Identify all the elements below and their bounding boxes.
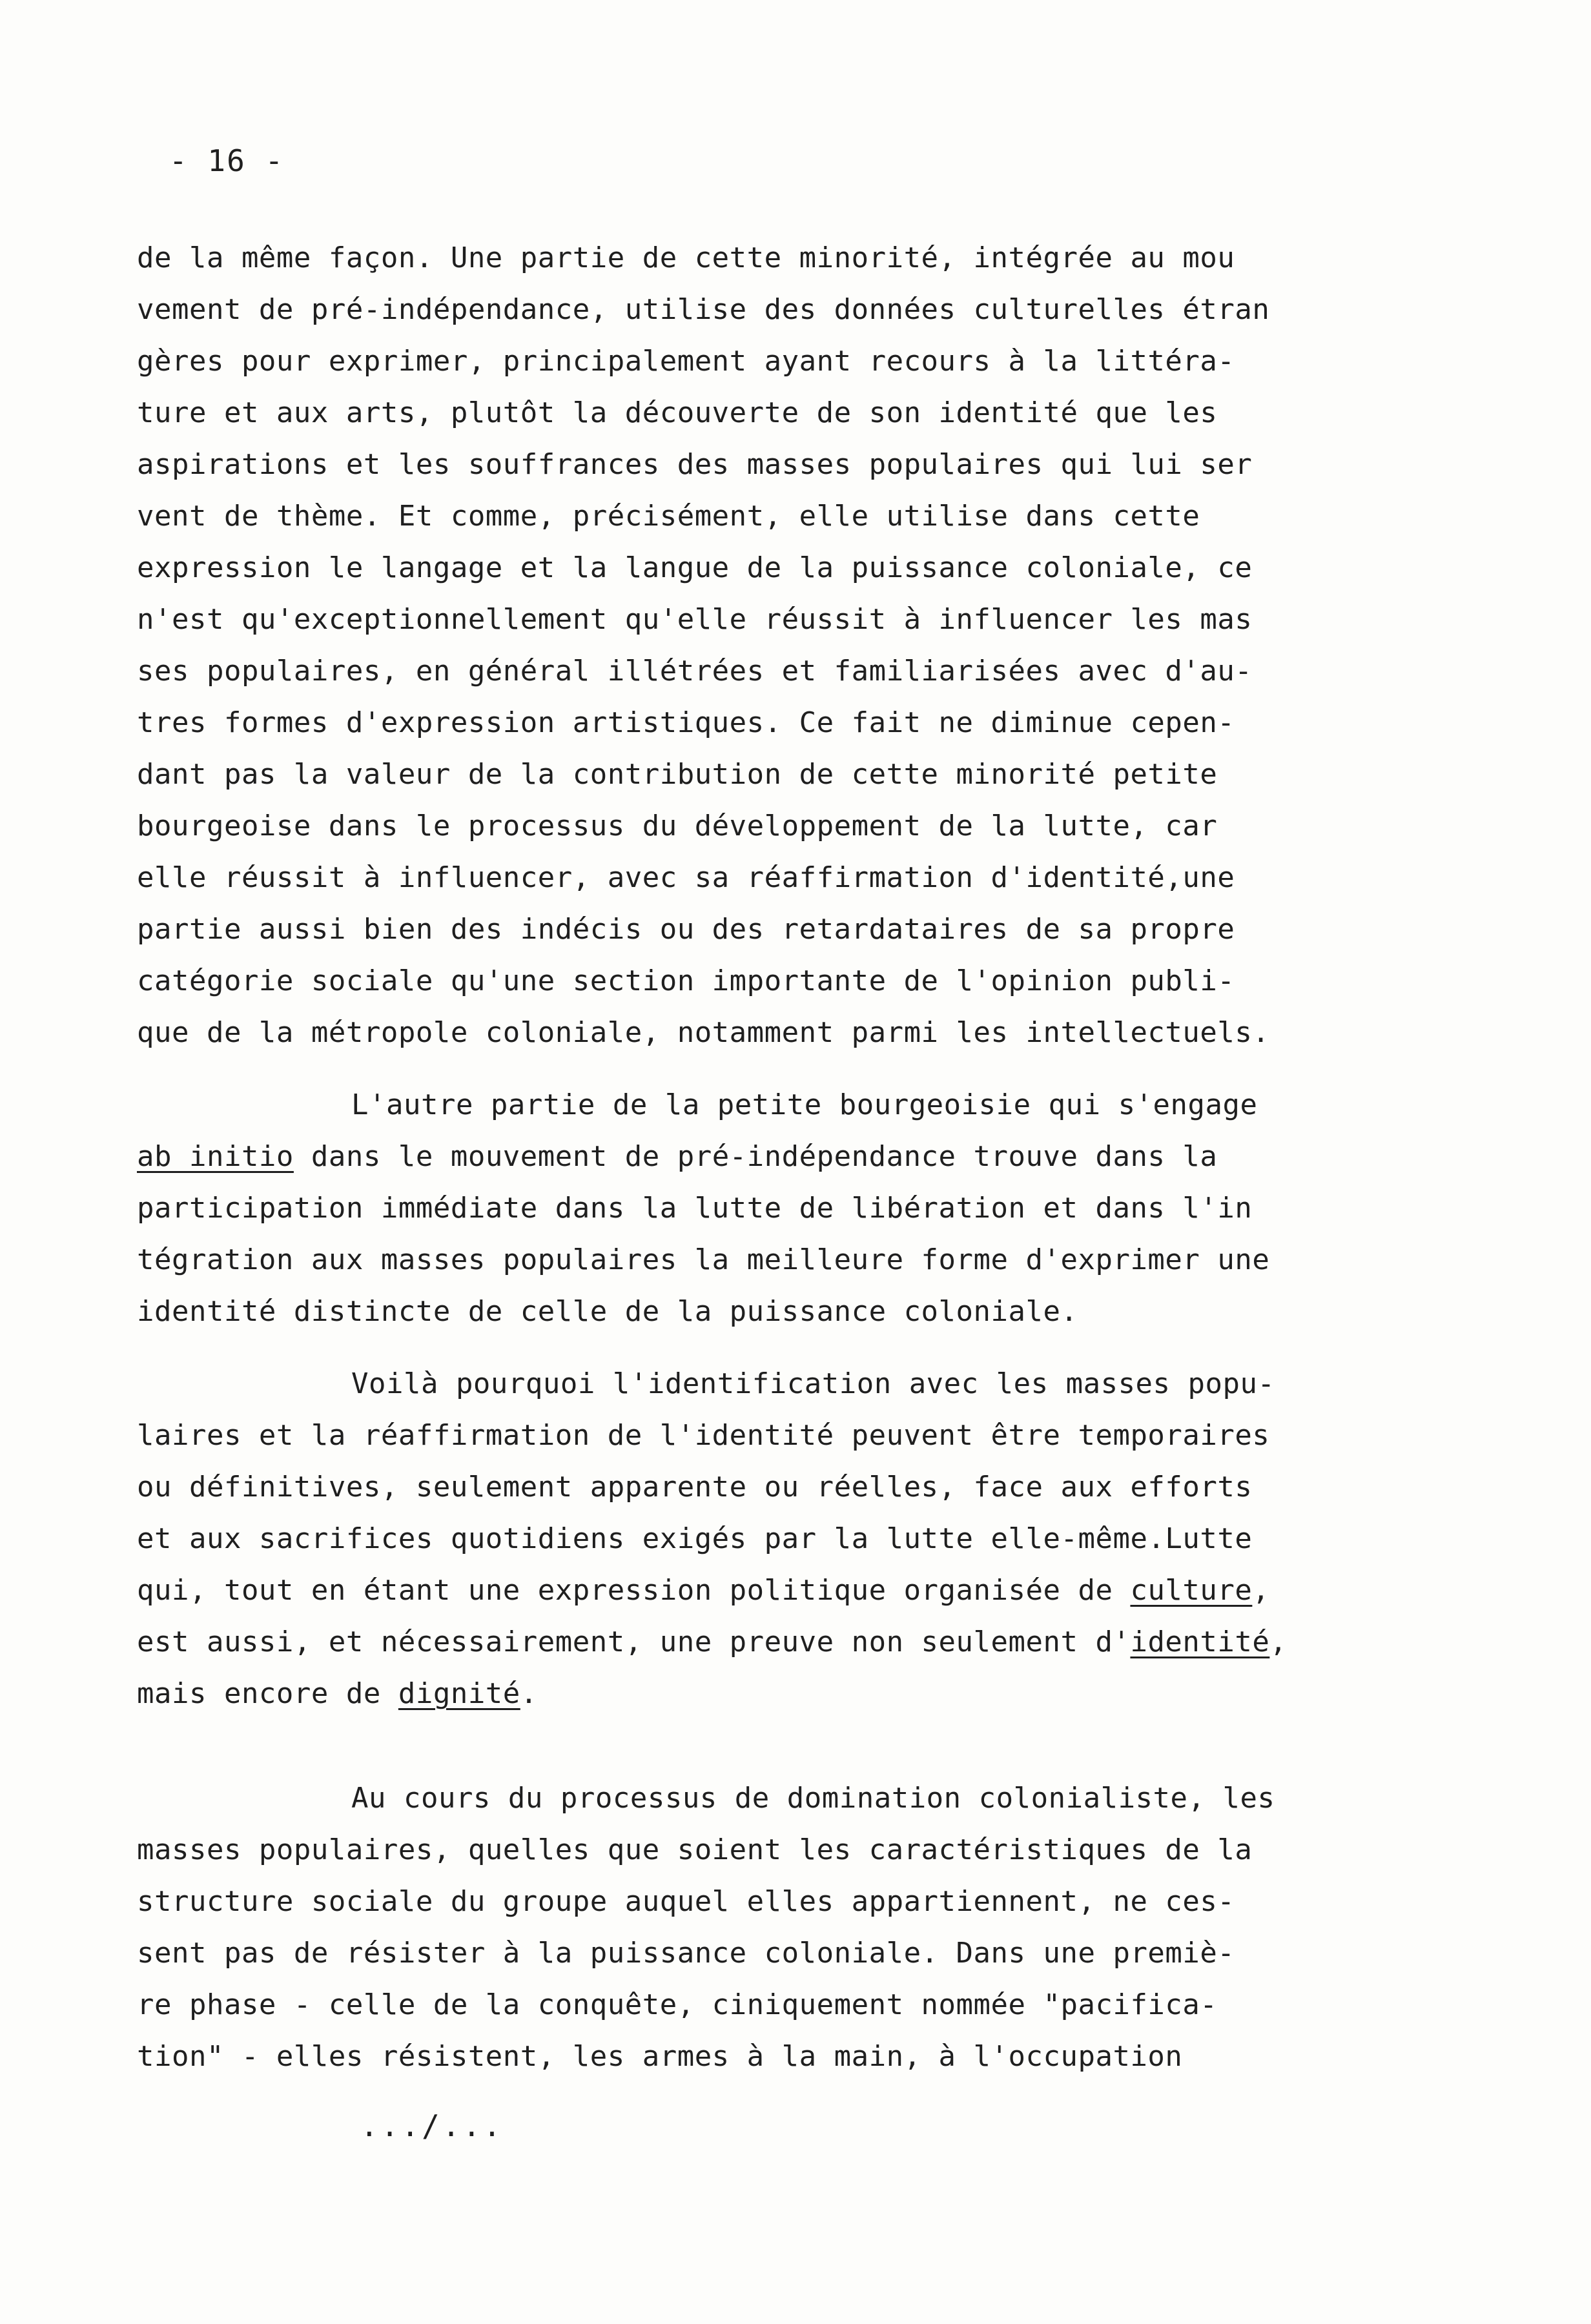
text-line <box>137 1007 1377 1059</box>
text-segment: bourgeoise dans le processus du développement de la lutte, car <box>137 810 1218 842</box>
text-segment: laires et la réaffirmation de l'identité peuvent être temporaires <box>137 1419 1270 1452</box>
text-segment: tion" - elles résistent, les armes à la main, à l'occupation <box>137 2040 1183 2073</box>
text-segment: masses populaires, quelles que soient les caractéristiques de la <box>137 1833 1253 1866</box>
text-segment: ses populaires, en général illétrées et familiarisées avec d'au- <box>137 655 1253 688</box>
text-line <box>137 1616 1377 1668</box>
text-line <box>137 1668 1377 1720</box>
text-line <box>137 1183 1377 1234</box>
text-segment: de la même façon. Une partie de cette minorité, intégrée au mou <box>137 241 1235 274</box>
underlined-text: identité <box>1130 1626 1270 1658</box>
text-line <box>137 852 1377 904</box>
text-segment: aspirations et les souffrances des masses populaires qui lui ser <box>137 448 1253 481</box>
text-segment: ture et aux arts, plutôt la découverte de son identité que les <box>137 396 1218 429</box>
text-segment: que de la métropole coloniale, notamment parmi les intellectuels. <box>137 1016 1270 1049</box>
text-segment: est aussi, et nécessairement, une preuve non seulement d' <box>137 1626 1131 1658</box>
text-segment: mais encore de <box>137 1677 398 1710</box>
text-line <box>137 284 1377 336</box>
text-line <box>137 1410 1377 1462</box>
text-line <box>137 646 1377 697</box>
text-segment: gères pour exprimer, principalement ayant recours à la littéra- <box>137 345 1235 378</box>
text-segment: expression le langage et la langue de la puissance coloniale, ce <box>137 551 1253 584</box>
text-segment: structure sociale du groupe auquel elles appartiennent, ne ces- <box>137 1885 1235 1918</box>
text-segment: tégration aux masses populaires la meilleure forme d'exprimer une <box>137 1243 1270 1276</box>
text-segment: dant pas la valeur de la contribution de cette minorité petite <box>137 758 1218 791</box>
text-line <box>137 594 1377 646</box>
text-segment: L'autre partie de la petite bourgeoisie qui s'engage <box>351 1088 1258 1121</box>
text-segment: vement de pré-indépendance, utilise des données culturelles étran <box>137 293 1270 326</box>
text-line <box>137 1234 1377 1286</box>
text-segment: partie aussi bien des indécis ou des retardataires de sa propre <box>137 913 1235 946</box>
text-line <box>137 1876 1377 1928</box>
text-line <box>137 1358 1377 1410</box>
text-line <box>137 1979 1377 2031</box>
text-line <box>137 1513 1377 1565</box>
text-segment: vent de thème. Et comme, précisément, elle utilise dans cette <box>137 500 1200 533</box>
text-line <box>137 1565 1377 1616</box>
text-segment: sent pas de résister à la puissance coloniale. Dans une premiè- <box>137 1937 1235 1970</box>
text-segment: Voilà pourquoi l'identification avec les masses popu- <box>351 1367 1275 1400</box>
text-line <box>137 1286 1377 1338</box>
text-segment: identité distincte de celle de la puissance coloniale. <box>137 1295 1078 1328</box>
text-line <box>137 2031 1377 2083</box>
text-line <box>137 1824 1377 1876</box>
text-line <box>137 387 1377 439</box>
text-line <box>137 491 1377 542</box>
continuation-mark: .../... <box>360 2108 504 2143</box>
text-segment: , <box>1252 1574 1270 1607</box>
text-line <box>137 542 1377 594</box>
text-segment: catégorie sociale qu'une section importante de l'opinion publi- <box>137 964 1235 997</box>
underlined-text: culture <box>1130 1574 1253 1607</box>
page-number: - 16 - <box>169 143 285 178</box>
text-line <box>137 697 1377 749</box>
text-segment: et aux sacrifices quotidiens exigés par la lutte elle-même.Lutte <box>137 1522 1253 1555</box>
text-segment: . <box>520 1677 538 1710</box>
text-segment: ou définitives, seulement apparente ou réelles, face aux efforts <box>137 1471 1253 1503</box>
text-line <box>137 955 1377 1007</box>
text-line <box>137 749 1377 800</box>
text-segment: qui, tout en étant une expression politique organisée de <box>137 1574 1131 1607</box>
underlined-text: ab initio <box>137 1140 294 1173</box>
paragraph-2 <box>137 1079 1377 1338</box>
text-segment: participation immédiate dans la lutte de libération et dans l'in <box>137 1192 1253 1225</box>
text-line <box>137 1079 1377 1131</box>
text-line <box>137 1928 1377 1979</box>
paragraph-3 <box>137 1358 1377 1720</box>
text-line <box>137 232 1377 284</box>
text-segment: Au cours du processus de domination colonialiste, les <box>351 1782 1275 1815</box>
text-line <box>137 439 1377 491</box>
text-segment: , <box>1269 1626 1288 1658</box>
text-segment: dans le mouvement de pré-indépendance trouve dans la <box>293 1140 1218 1173</box>
text-segment: n'est qu'exceptionnellement qu'elle réussit à influencer les mas <box>137 603 1253 636</box>
text-segment: elle réussit à influencer, avec sa réaffirmation d'identité,une <box>137 861 1235 894</box>
text-line <box>137 1131 1377 1183</box>
underlined-text: dignité <box>398 1677 520 1710</box>
paragraph-1 <box>137 232 1377 1059</box>
text-line <box>137 904 1377 955</box>
text-line <box>137 1773 1377 1824</box>
text-segment: tres formes d'expression artistiques. Ce fait ne diminue cepen- <box>137 706 1235 739</box>
text-line <box>137 800 1377 852</box>
paragraph-4 <box>137 1773 1377 2083</box>
text-segment: re phase - celle de la conquête, ciniquement nommée "pacifica- <box>137 1988 1218 2021</box>
text-line <box>137 336 1377 387</box>
text-line <box>137 1462 1377 1513</box>
